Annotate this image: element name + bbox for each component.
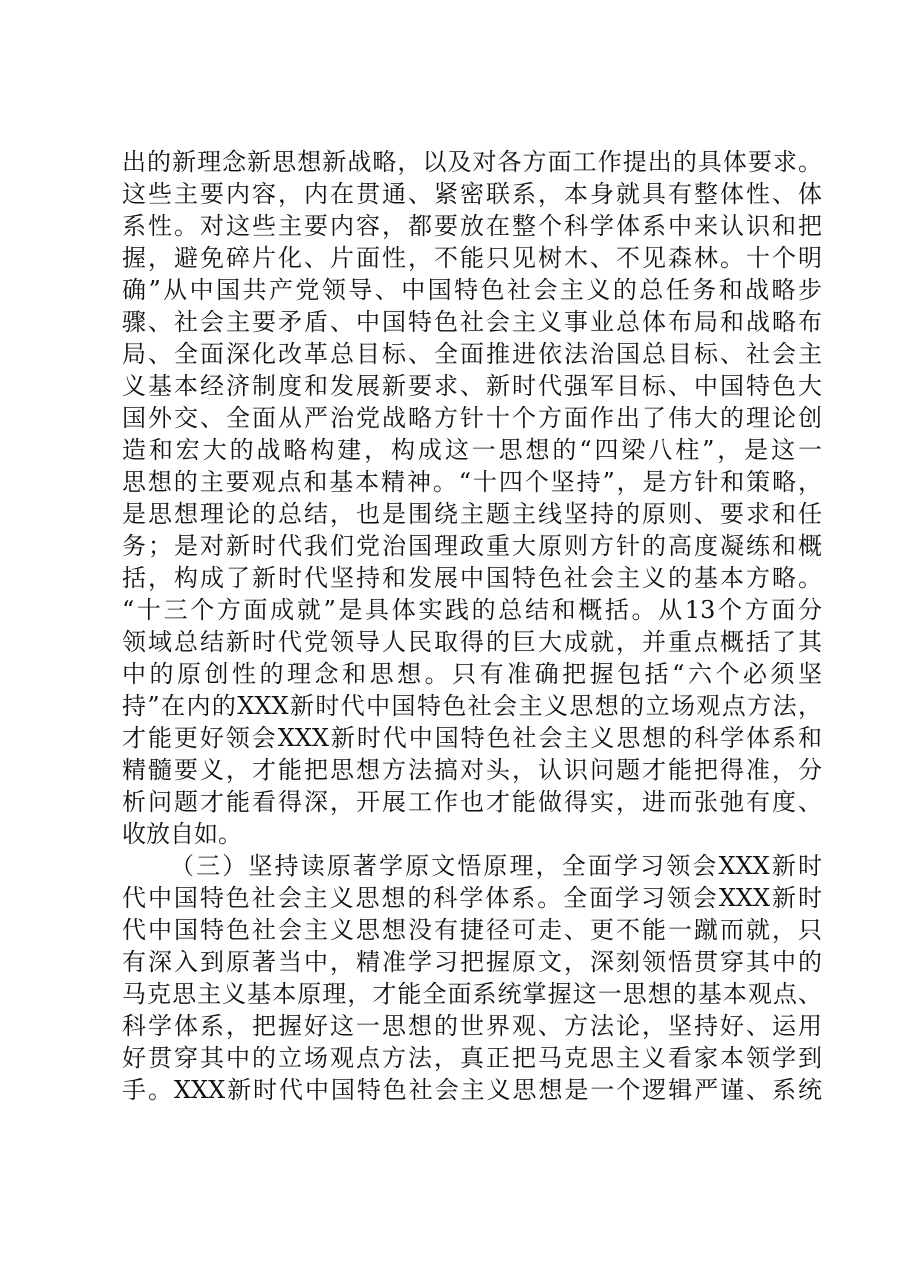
text-line: 局、全面深化改革总目标、全面推进依法治国总目标、社会主 [122,340,822,368]
text-line: 括，构成了新时代坚持和发展中国特色社会主义的基本方略。 [122,564,822,592]
text-line: 握，避免碎片化、片面性，不能只见树木、不见森林。十个明 [122,244,822,272]
text-line: 才能更好领会XXX新时代中国特色社会主义思想的科学体系和 [122,724,822,752]
text-line: 出的新理念新思想新战略，以及对各方面工作提出的具体要求。 [122,148,822,176]
text-line: 这些主要内容，内在贯通、紧密联系，本身就具有整体性、体 [122,180,822,208]
text-line: 国外交、全面从严治党战略方针十个方面作出了伟大的理论创 [122,404,822,432]
text-line: 确”从中国共产党领导、中国特色社会主义的总任务和战略步 [122,276,822,304]
text-line: 思想的主要观点和基本精神。“十四个坚持”，是方针和策略， [122,468,822,496]
text-line: 务；是对新时代我们党治国理政重大原则方针的高度凝练和概 [122,532,822,560]
text-line: 造和宏大的战略构建，构成这一思想的“四梁八柱”，是这一 [122,436,822,464]
section-heading-line: （三）坚持读原著学原文悟原理，全面学习领会XXX新时 [170,852,822,880]
text-line: “十三个方面成就”是具体实践的总结和概括。从13个方面分 [122,596,822,624]
text-line: 骤、社会主要矛盾、中国特色社会主义事业总体布局和战略布 [122,308,822,336]
text-line: 有深入到原著当中，精准学习把握原文，深刻领悟贯穿其中的 [122,948,822,976]
body-text [122,146,822,1106]
text-line: 精髓要义，才能把思想方法搞对头，认识问题才能把得准，分 [122,756,822,784]
text-line: 收放自如。 [122,820,242,848]
text-line: 好贯穿其中的立场观点方法，真正把马克思主义看家本领学到 [122,1044,822,1072]
text-line: 是思想理论的总结，也是围绕主题主线坚持的原则、要求和任 [122,500,822,528]
text-line: 代中国特色社会主义思想的科学体系。全面学习领会XXX新时 [122,884,822,912]
text-line: 领域总结新时代党领导人民取得的巨大成就，并重点概括了其 [122,628,822,656]
text-line: 中的原创性的理念和思想。只有准确把握包括“六个必须坚 [122,660,822,688]
text-line: 手。XXX新时代中国特色社会主义思想是一个逻辑严谨、系统 [122,1076,822,1104]
text-line: 系性。对这些主要内容，都要放在整个科学体系中来认识和把 [122,212,822,240]
text-line: 马克思主义基本原理，才能全面系统掌握这一思想的基本观点、 [122,980,822,1008]
text-line: 析问题才能看得深，开展工作也才能做得实，进而张弛有度、 [122,788,822,816]
text-line: 代中国特色社会主义思想没有捷径可走、更不能一蹴而就，只 [122,916,822,944]
text-line: 持”在内的XXX新时代中国特色社会主义思想的立场观点方法， [122,692,822,720]
text-line: 科学体系，把握好这一思想的世界观、方法论，坚持好、运用 [122,1012,822,1040]
text-line: 义基本经济制度和发展新要求、新时代强军目标、中国特色大 [122,372,822,400]
